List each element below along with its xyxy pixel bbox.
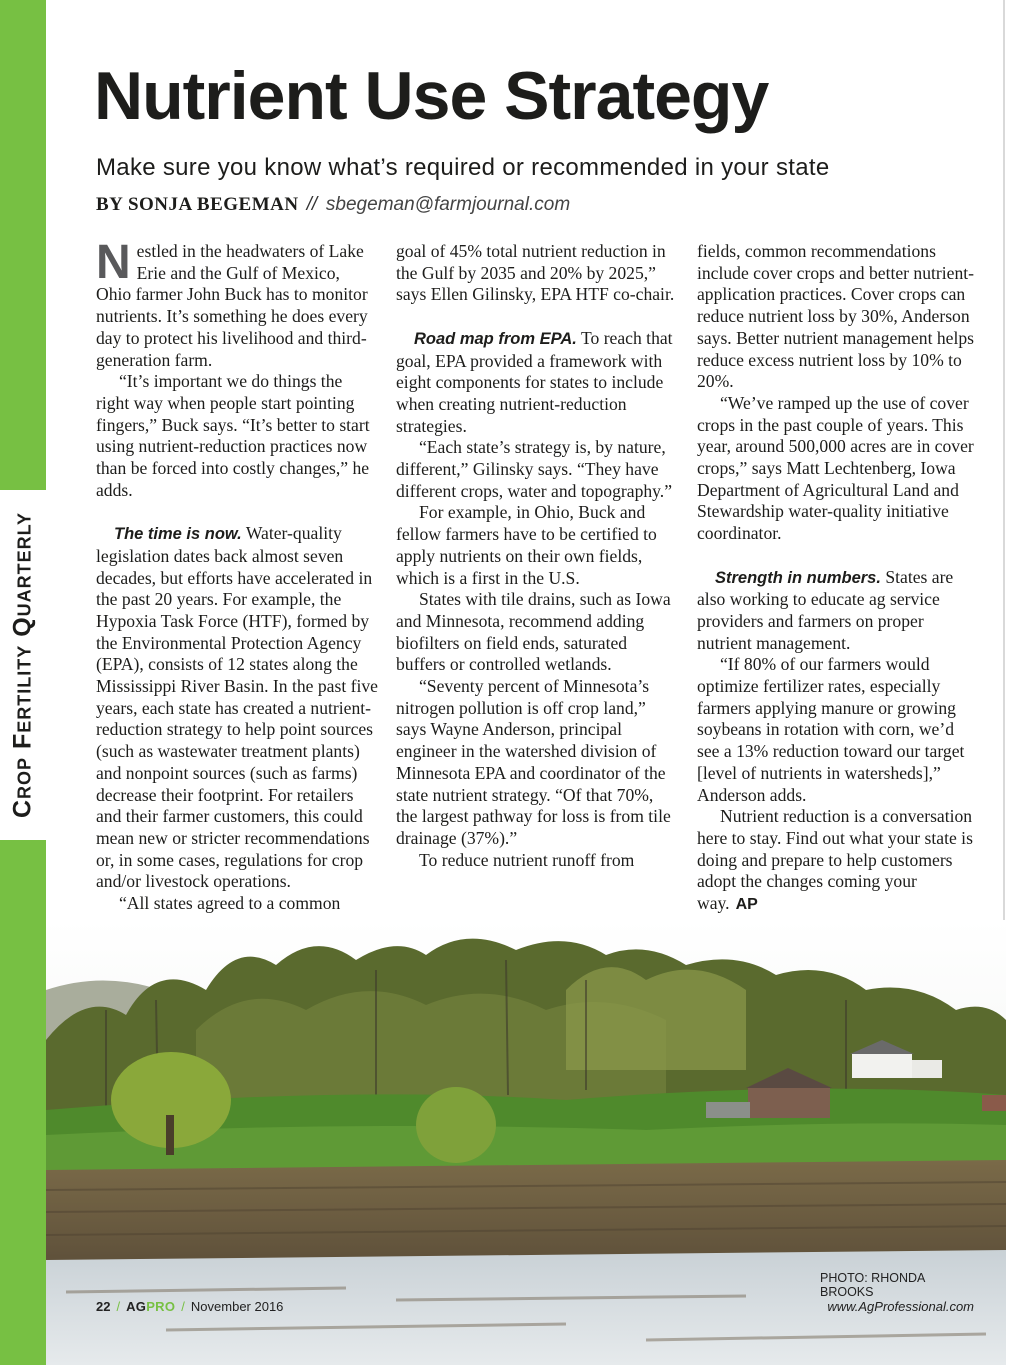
folio-slash-2: / (181, 1299, 185, 1314)
page-edge-rule (1003, 0, 1005, 930)
photo-credit: PHOTO: RHONDA BROOKS (820, 1271, 925, 1299)
folio-slash: / (116, 1299, 121, 1314)
paragraph: fields, common recommendations include cover crops and better nutrient-application practices. Cover crops can reduce nutrient loss by 30%, Anderson says. Better nutrient management helps reduce excess nutrient loss by 10% to 20%. (697, 241, 975, 392)
issue-date: November 2016 (190, 1299, 284, 1314)
end-mark: AP (735, 896, 758, 914)
section-label: Crop Fertility Quarterly (8, 511, 37, 819)
paragraph: “It’s important we do things the right way when people start pointing fingers,” Buck says. “It’s better to start using nutrient-reduction practices now than be forced into costly changes,” he adds. (96, 371, 370, 500)
article-title: Nutrient Use Strategy (94, 58, 769, 134)
paragraph: “Each state’s strategy is, by nature, different,” Gilinsky says. “They have different crops, water and topography.” (396, 437, 673, 501)
paragraph: Strength in numbers. States are also working to educate ag service providers and farmers on proper nutrient management. (697, 566, 954, 653)
article-column-2 (396, 241, 678, 871)
paragraph: “If 80% of our farmers would optimize fertilizer rates, especially farmers applying manure or growing soybeans in rotation with corn, we’d see a 13% reduction toward our target [level of nutrients in watersheds],” Anderson adds. (697, 654, 965, 805)
paragraph: States with tile drains, such as Iowa and Minnesota, recommend adding biofilters on field ends, saturated buffers or controlled wetlands. (396, 589, 671, 675)
brand-logo: AGPRO (126, 1299, 176, 1314)
folio (96, 1299, 283, 1314)
article-column-3 (697, 241, 979, 916)
subhead-time-is-now: The time is now. (114, 525, 242, 544)
paragraph: Nestled in the headwaters of Lake Erie and the Gulf of Mexico, Ohio farmer John Buck has to monitor nutrients. It’s something he does every day to protect his livelihood and third-generation farm. (96, 236, 368, 370)
paragraph: “We’ve ramped up the use of cover crops in the past couple of years. This year, around 500,000 acres are in cover crops,” says Matt Lechtenberg, Iowa Department of Agricultural Land and Stewardship water-quality initiative coordinator. (697, 392, 974, 544)
byline-separator: // (306, 194, 318, 215)
article-column-1 (96, 236, 378, 915)
paragraph: “Seventy percent of Minnesota’s nitrogen pollution is off crop land,” says Wayne Anderson, principal engineer in the watershed division of Minnesota EPA and coordinator of the state nutrient strategy. “Of that 70%, the largest pathway for loss is from tile drainage (37%).” (396, 676, 671, 848)
paragraph: Road map from EPA. To reach that goal, EPA provided a framework with eight components for states to include when creating nutrient-reduction strategies. (396, 327, 673, 436)
paragraph: goal of 45% total nutrient reduction in the Gulf by 2035 and 20% by 2025,” says Ellen Gilinsky, EPA HTF co-chair. (396, 241, 675, 305)
article-subtitle: Make sure you know what’s required or recommended in your state (96, 154, 830, 181)
byline (96, 192, 996, 218)
paragraph: Nutrient reduction is a conversation here to stay. Find out what your state is doing and prepare to help customers adopt the changes coming your way. AP (697, 806, 973, 914)
website-url: www.AgProfessional.com (827, 1299, 974, 1314)
subhead-road-map: Road map from EPA. (414, 329, 577, 348)
paragraph: For example, in Ohio, Buck and fellow farmers have to be certified to apply nutrients on their own fields, which is a first in the U.S. (396, 502, 657, 588)
page-number: 22 (96, 1299, 111, 1314)
paragraph: “All states agreed to a common (119, 893, 341, 914)
paragraph: To reduce nutrient runoff from (419, 849, 635, 870)
paragraph: The time is now. Water-quality legislation dates back almost seven decades, but efforts have accelerated in the past 20 years. For example, the Hypoxia Task Force (HTF), formed by the Environmental Protection Agency (EPA), consists of 12 states along the Mississippi River Basin. In the past five years, each state has created a nutrient-reduction strategy to help point sources (such as wastewater treatment plants) and nonpoint sources (such as farms) decrease their footprint. For retailers and their farmer customers, this could mean new or stricter recommendations or, in some cases, regulations for crop and/or livestock operations. (96, 523, 378, 892)
byline-author: BY SONJA BEGEMAN (96, 194, 299, 215)
subhead-strength-in-numbers: Strength in numbers. (715, 568, 881, 587)
byline-email: sbegeman@farmjournal.com (325, 194, 571, 215)
drop-cap: N (96, 236, 131, 289)
